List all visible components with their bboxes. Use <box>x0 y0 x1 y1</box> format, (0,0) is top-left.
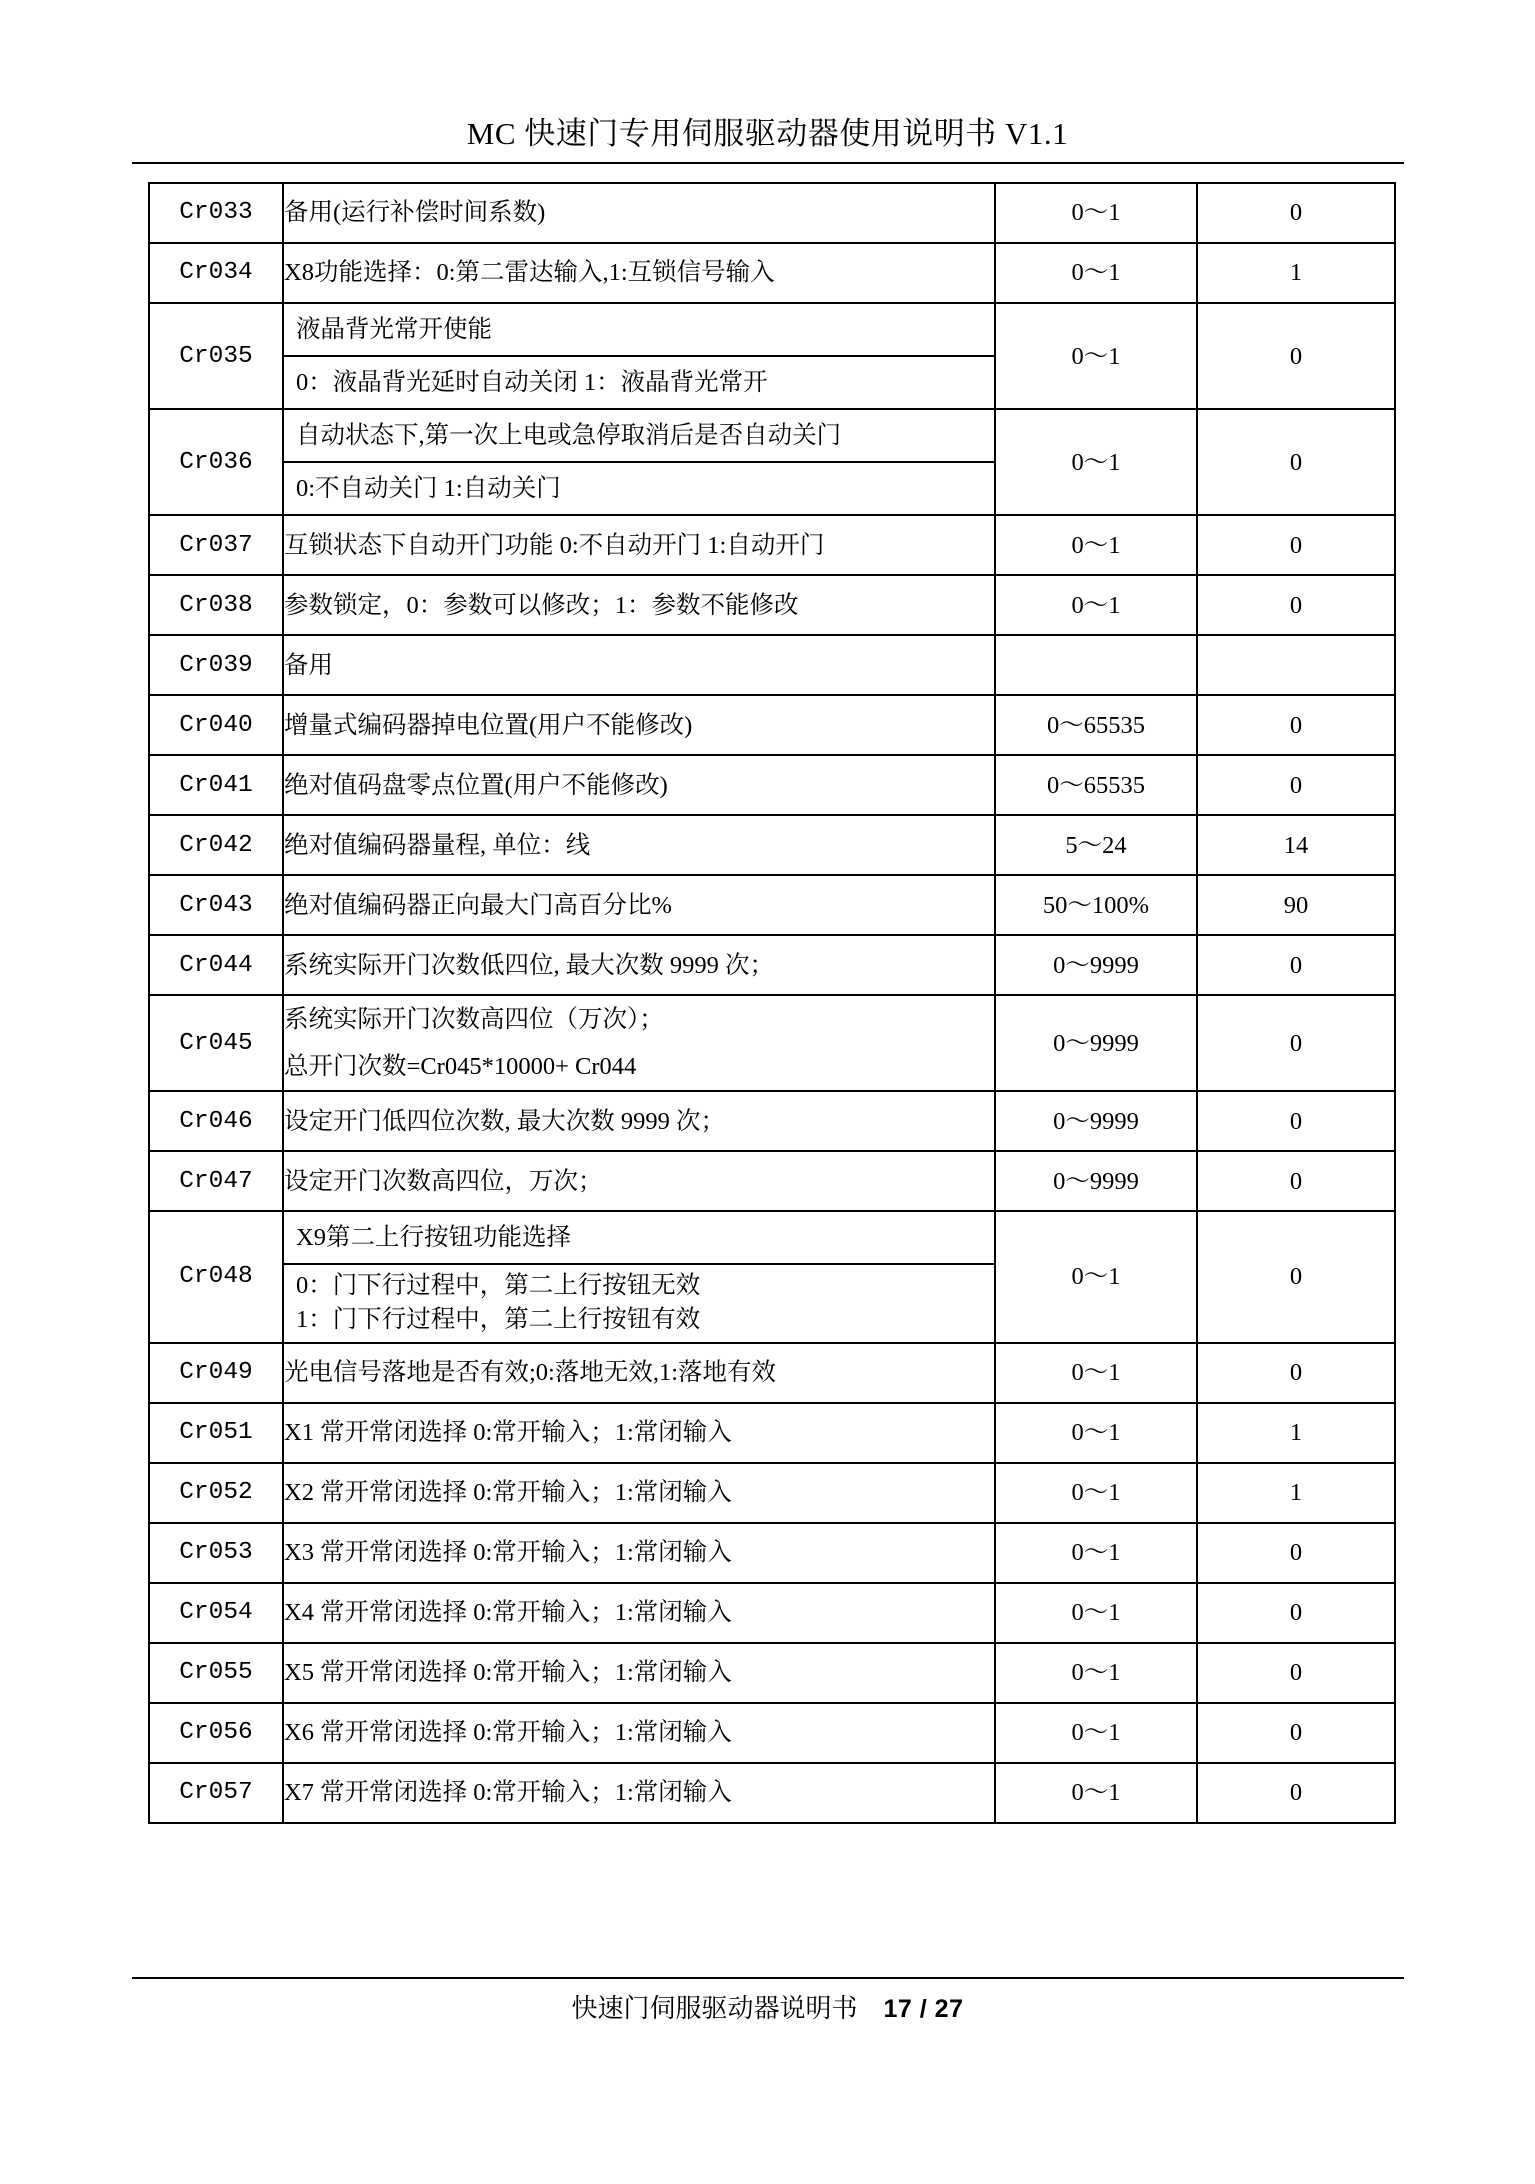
header-divider <box>132 162 1404 164</box>
param-description-cell <box>283 995 995 1091</box>
param-description-line: 液晶背光常开使能 <box>284 304 994 357</box>
table-row <box>149 1763 1395 1823</box>
param-description-line: 备用 <box>284 651 333 679</box>
page-header: MC 快速门专用伺服驱动器使用说明书 V1.1 <box>466 116 1069 151</box>
param-code-cell: Cr045 <box>149 995 283 1091</box>
param-range-cell: 0～1 <box>995 1583 1197 1643</box>
table-row <box>149 1151 1395 1211</box>
table-row <box>149 635 1395 695</box>
param-code-cell: Cr040 <box>149 695 283 755</box>
param-description-cell <box>283 1343 995 1403</box>
param-value-cell: 0 <box>1197 995 1395 1091</box>
param-range-cell: 0～1 <box>995 1403 1197 1463</box>
param-range-cell: 0～1 <box>995 575 1197 635</box>
page-number: 17 / 27 <box>883 1995 964 2023</box>
page-footer <box>0 1988 1535 2025</box>
param-code-cell: Cr053 <box>149 1523 283 1583</box>
param-code-cell: Cr041 <box>149 755 283 815</box>
param-value-cell: 1 <box>1197 1403 1395 1463</box>
param-value-cell: 0 <box>1197 183 1395 243</box>
param-value-cell: 0 <box>1197 515 1395 575</box>
param-description-line: X7 常开常闭选择 0:常开输入；1:常闭输入 <box>284 1779 732 1807</box>
param-description-line: 系统实际开门次数高四位（万次）； <box>284 1006 664 1034</box>
param-range-cell: 0～9999 <box>995 1091 1197 1151</box>
param-code-cell: Cr043 <box>149 875 283 935</box>
table-row <box>149 303 1395 409</box>
param-description-line: 互锁状态下自动开门功能 0:不自动开门 1:自动开门 <box>284 531 825 559</box>
param-value-cell: 0 <box>1197 755 1395 815</box>
param-description-line: 增量式编码器掉电位置(用户不能修改) <box>284 711 693 739</box>
param-range-cell: 0～1 <box>995 183 1197 243</box>
param-description-line: 总开门次数=Cr045*10000+ Cr044 <box>284 1053 637 1081</box>
table-row <box>149 695 1395 755</box>
param-range-cell: 0～1 <box>995 1211 1197 1342</box>
table-row <box>149 183 1395 243</box>
param-value-cell: 0 <box>1197 1583 1395 1643</box>
param-range-cell: 0～1 <box>995 409 1197 515</box>
table-row <box>149 1403 1395 1463</box>
table-row <box>149 995 1395 1091</box>
table-row <box>149 1463 1395 1523</box>
param-value-cell: 0 <box>1197 409 1395 515</box>
param-value-cell: 0 <box>1197 303 1395 409</box>
param-range-cell: 0～9999 <box>995 1151 1197 1211</box>
param-value-cell: 0 <box>1197 575 1395 635</box>
param-description-cell <box>283 1703 995 1763</box>
table-row <box>149 1643 1395 1703</box>
param-description-line: 参数锁定，0：参数可以修改；1：参数不能修改 <box>284 591 799 619</box>
param-code-cell: Cr038 <box>149 575 283 635</box>
param-description-cell <box>283 1403 995 1463</box>
param-code-cell: Cr056 <box>149 1703 283 1763</box>
param-range-cell: 0～9999 <box>995 995 1197 1091</box>
param-code-cell: Cr055 <box>149 1643 283 1703</box>
param-description-cell <box>283 409 995 515</box>
table-row <box>149 1091 1395 1151</box>
param-description-cell <box>283 183 995 243</box>
param-description-cell <box>283 243 995 303</box>
param-value-cell: 0 <box>1197 1703 1395 1763</box>
table-row <box>149 1523 1395 1583</box>
param-description-line: X2 常开常闭选择 0:常开输入；1:常闭输入 <box>284 1479 732 1507</box>
param-code-cell: Cr051 <box>149 1403 283 1463</box>
param-range-cell: 0～1 <box>995 1463 1197 1523</box>
param-description-line: X9第二上行按钮功能选择 <box>284 1212 994 1265</box>
param-description-line: 绝对值编码器量程, 单位：线 <box>284 831 591 859</box>
param-value-cell: 0 <box>1197 1343 1395 1403</box>
param-code-cell: Cr049 <box>149 1343 283 1403</box>
param-description-cell <box>283 303 995 409</box>
param-code-cell: Cr039 <box>149 635 283 695</box>
param-description-cell <box>283 575 995 635</box>
param-description-cell <box>283 1763 995 1823</box>
param-value-cell: 0 <box>1197 1091 1395 1151</box>
param-value-cell: 0 <box>1197 1643 1395 1703</box>
param-description-line: X4 常开常闭选择 0:常开输入；1:常闭输入 <box>284 1599 732 1627</box>
param-description-cell <box>283 1463 995 1523</box>
param-value-cell: 14 <box>1197 815 1395 875</box>
parameter-table <box>148 182 1396 1824</box>
table-row <box>149 575 1395 635</box>
param-code-cell: Cr035 <box>149 303 283 409</box>
param-value-cell: 0 <box>1197 935 1395 995</box>
param-description-line: 系统实际开门次数低四位, 最大次数 9999 次； <box>284 951 774 979</box>
param-description-cell <box>283 755 995 815</box>
param-value-cell: 0 <box>1197 1151 1395 1211</box>
param-value-cell: 1 <box>1197 243 1395 303</box>
param-description-cell <box>283 515 995 575</box>
param-description-line: X8功能选择：0:第二雷达输入,1:互锁信号输入 <box>284 259 775 287</box>
param-description-cell <box>283 815 995 875</box>
table-row <box>149 875 1395 935</box>
param-range-cell: 0～65535 <box>995 695 1197 755</box>
param-description-line: 设定开门低四位次数, 最大次数 9999 次； <box>284 1107 725 1135</box>
param-description-line: 1：门下行过程中，第二上行按钮有效 <box>296 1305 701 1333</box>
param-code-cell: Cr054 <box>149 1583 283 1643</box>
param-value-cell: 90 <box>1197 875 1395 935</box>
param-range-cell: 0～1 <box>995 1763 1197 1823</box>
param-range-cell: 0～1 <box>995 303 1197 409</box>
param-description-line: X1 常开常闭选择 0:常开输入；1:常闭输入 <box>284 1419 732 1447</box>
param-description-cell <box>283 875 995 935</box>
param-range-cell: 0～1 <box>995 1643 1197 1703</box>
param-description-line: 0：门下行过程中，第二上行按钮无效 <box>296 1272 701 1300</box>
param-range-cell: 0～1 <box>995 1523 1197 1583</box>
param-code-cell: Cr057 <box>149 1763 283 1823</box>
param-code-cell: Cr052 <box>149 1463 283 1523</box>
table-row <box>149 515 1395 575</box>
param-description-line: X5 常开常闭选择 0:常开输入；1:常闭输入 <box>284 1659 732 1687</box>
param-value-cell: 0 <box>1197 1211 1395 1342</box>
param-description-cell <box>283 1091 995 1151</box>
table-row <box>149 935 1395 995</box>
param-description-line: 设定开门次数高四位，万次； <box>284 1167 603 1195</box>
table-row <box>149 409 1395 515</box>
param-description-cell <box>283 695 995 755</box>
param-code-cell: Cr047 <box>149 1151 283 1211</box>
table-row <box>149 1343 1395 1403</box>
param-code-cell: Cr046 <box>149 1091 283 1151</box>
param-value-cell: 0 <box>1197 1523 1395 1583</box>
param-range-cell: 0～1 <box>995 1703 1197 1763</box>
param-code-cell: Cr034 <box>149 243 283 303</box>
param-description-cell <box>283 935 995 995</box>
param-value-cell: 0 <box>1197 695 1395 755</box>
param-description-line: X6 常开常闭选择 0:常开输入；1:常闭输入 <box>284 1719 732 1747</box>
param-description-line: 光电信号落地是否有效;0:落地无效,1:落地有效 <box>284 1359 777 1387</box>
table-row <box>149 1211 1395 1342</box>
param-code-cell: Cr048 <box>149 1211 283 1342</box>
param-description-line: 绝对值编码器正向最大门高百分比% <box>284 891 672 919</box>
footer-text: 快速门伺服驱动器说明书 <box>571 1994 858 2023</box>
param-code-cell: Cr036 <box>149 409 283 515</box>
table-row <box>149 1703 1395 1763</box>
param-range-cell: 5～24 <box>995 815 1197 875</box>
param-description-cell <box>283 1643 995 1703</box>
param-description-line: 绝对值码盘零点位置(用户不能修改) <box>284 771 668 799</box>
param-description-line: 备用(运行补偿时间系数) <box>284 199 546 227</box>
param-range-cell: 0～1 <box>995 1343 1197 1403</box>
param-description-cell <box>283 1211 995 1342</box>
param-code-cell: Cr037 <box>149 515 283 575</box>
table-row <box>149 243 1395 303</box>
table-row <box>149 1583 1395 1643</box>
param-description-cell <box>283 635 995 695</box>
param-range-cell: 0～65535 <box>995 755 1197 815</box>
param-description-line: 0：液晶背光延时自动关闭 1：液晶背光常开 <box>296 369 768 397</box>
param-range-cell: 50～100% <box>995 875 1197 935</box>
param-range-cell: 0～9999 <box>995 935 1197 995</box>
footer-divider <box>132 1977 1404 1979</box>
param-description-line: 0:不自动关门 1:自动关门 <box>296 475 561 503</box>
param-value-cell: 1 <box>1197 1463 1395 1523</box>
param-description-cell <box>283 1151 995 1211</box>
param-code-cell: Cr042 <box>149 815 283 875</box>
param-code-cell: Cr044 <box>149 935 283 995</box>
table-row <box>149 815 1395 875</box>
param-range-cell: 0～1 <box>995 515 1197 575</box>
param-value-cell: 0 <box>1197 1763 1395 1823</box>
param-range-cell: 0～1 <box>995 243 1197 303</box>
param-value-cell <box>1197 635 1395 695</box>
param-range-cell <box>995 635 1197 695</box>
param-description-line: 自动状态下,第一次上电或急停取消后是否自动关门 <box>284 410 994 463</box>
param-description-cell <box>283 1583 995 1643</box>
table-row <box>149 755 1395 815</box>
param-code-cell: Cr033 <box>149 183 283 243</box>
param-description-cell <box>283 1523 995 1583</box>
param-description-line: X3 常开常闭选择 0:常开输入；1:常闭输入 <box>284 1539 732 1567</box>
